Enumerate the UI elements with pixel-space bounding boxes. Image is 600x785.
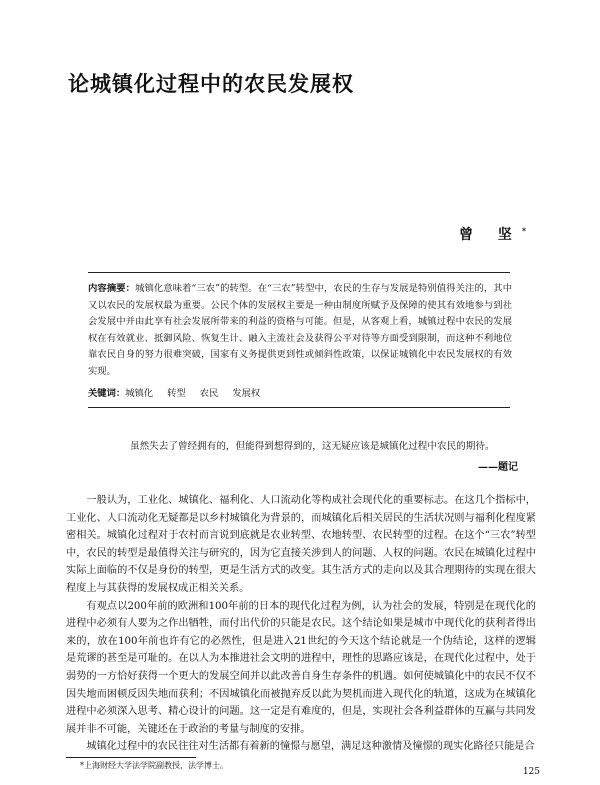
author xyxy=(459,224,526,244)
body-text xyxy=(66,492,536,756)
keyword: 农民 xyxy=(199,388,219,399)
epigraph: 虽然失去了曾经拥有的，但能得到想得到的，这无疑应该是城镇化过程中农民的期待。 xyxy=(130,441,495,452)
keywords xyxy=(88,385,274,399)
abstract-bottom-rule xyxy=(88,407,510,408)
footnote: *上海财经大学法学院副教授，法学博士。 xyxy=(80,761,228,770)
body-paragraph: 一般认为，工业化、城镇化、福利化、人口流动化等构成社会现代化的重要标志。在这几个指标中，工业化、人口流动化无疑都是以乡村城镇化为背景的，而城镇化后相关居民的生活状况则与福利化程度紧密相关。城镇化过程对于农村而言说到底就是农业转型、农地转型、农民转型的过程。在这个“三农”转型中，农民的转型是最值得关注与研究的，因为它直接关涉到人的问题、人权的问题。农民在城镇化过程中实际上面临的不仅是身份的转型，更是生活方式的改变。其生活方式的走向以及其合理期待的实现在很大程度上与其获得的发展权成正相关关系。 xyxy=(66,495,536,594)
abstract-label: 内容摘要： xyxy=(88,283,136,294)
keyword: 转型 xyxy=(167,388,186,399)
keyword: 发展权 xyxy=(232,388,261,399)
abstract-top-rule xyxy=(88,272,510,273)
epigraph-source: ——题记 xyxy=(478,462,518,473)
author-name: 曾 坚 xyxy=(458,227,522,243)
body-paragraph: 城镇化过程中的农民往往对生活都有着新的憧憬与愿望，满足这种激情及憧憬的现实化路径只能是合 xyxy=(86,741,535,753)
keywords-label: 关键词： xyxy=(88,388,126,399)
author-footnote-mark: * xyxy=(521,225,526,236)
footnote-rule xyxy=(66,757,196,758)
paper-title: 论城镇化过程中的农民发展权 xyxy=(68,72,354,96)
abstract-text: 城镇化意味着“三农”的转型。在“三农”转型中，农民的生存与发展是特别值得关注的，其中又以农民的发展权最为重要。公民个体的发展权主要是一种由制度所赋予及保障的使其有效地参与到社会发展中并由此享有社会发展所带来的利益的资格与可能。但是，从客观上看，城镇过程中农民的发展权在有效就业、抵御风险、恢复生计、融入主流社会及获得公平对待等方面受到限制，而这种不利地位靠农民自身的努力很难突破，国家有义务提供更到性或倾斜性政策，以保证城镇化中农民发展权的有效实现。 xyxy=(88,283,512,377)
abstract xyxy=(88,281,512,381)
body-paragraph: 有观点以200年前的欧洲和100年前的日本的现代化过程为例，认为社会的发展，特别是在现代化的进程中必须有人要为之作出牺牲，而付出代价的只能是农民。这个结论如果是城市中现代化的获利者得出来的，放在100年前也许有它的必然性，但是进入21世纪的今天这个结论就是一个伪结论，这样的逻辑是荒谬的甚至是可耻的。在以人为本推进社会文明的进程中，理性的思路应该是，在现代化过程中，处于弱势的一方恰好获得一个更大的发展空间并以此改善自身生存条件的机遇。如何使城镇化中的农民不仅不因失地而困顿反因失地而获利；不因城镇化而被抛弃反以此为契机而进入现代化的轨道，这成为在城镇化进程中必须深入思考、精心设计的问题。这一定是有难度的，但是，实现社会各利益群体的互赢与共同发展并非不可能，关键还在于政治的考量与制度的安排。 xyxy=(66,600,536,735)
page-number: 125 xyxy=(522,767,540,777)
keyword: 城镇化 xyxy=(125,388,154,399)
